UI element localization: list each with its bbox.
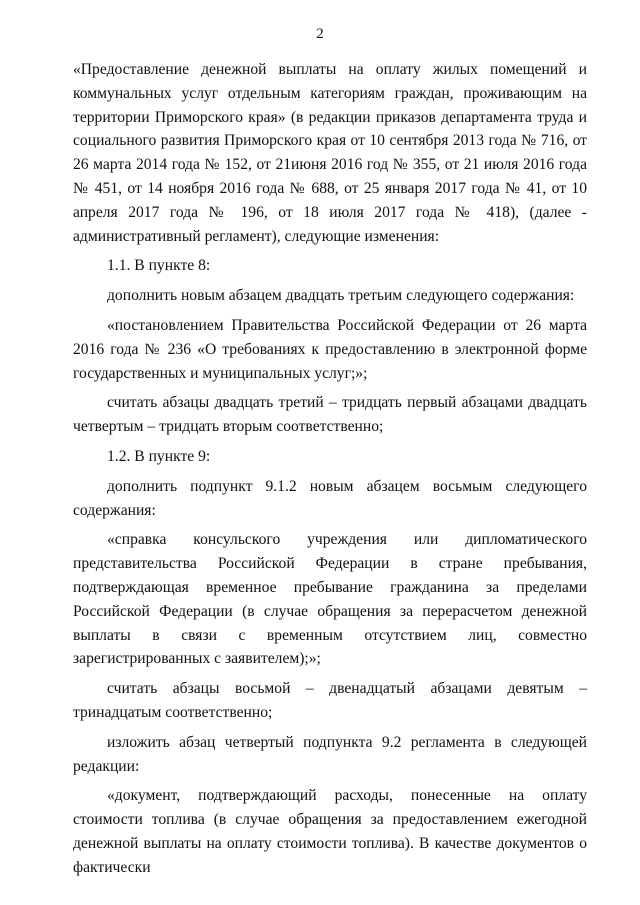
paragraph-item-1-2: 1.2. В пункте 9: [107,447,211,465]
document-body [73,58,587,880]
paragraph-add-subpoint: дополнить подпункт 9.1.2 новым абзацем восьмым следующего содержания: [73,477,587,519]
paragraph-item-1-1: 1.1. В пункте 8: [107,257,211,275]
paragraph-renumber-2: считать абзацы восьмой – двенадцатый абзацами девятым – тринадцатым соответственно; [73,680,587,721]
paragraph-add-abzac-23: дополнить новым абзацем двадцать третьим следующего содержания: [107,287,575,305]
paragraph-quote-spravka: «справка консульского учреждения или дипломатического представительства Российской Федерации в стране пребывания, подтверждающая временное пребывание гражданина за пределами Российской Федерации (в случае обращения за перерасчетом денежной выплаты в связи с временным отсутствием лиц, совместно зарегистрированных с заявителем);»; [73,531,587,668]
page-number: 2 [316,26,324,42]
paragraph-intro: «Предоставление денежной выплаты на оплату жилых помещений и коммунальных услуг отдельным категориям граждан, проживающим на территории Приморского края» (в редакции приказов департамента труда и социального развития Приморского края от 10 сентября 2013 года № 716, от 26 марта 2014 года № 152, от 21июня 2016 год № 355, от 21 июля 2016 года № 451, от 14 ноября 2016 года № 688, от 25 января 2017 года № 41, от 10 апреля 2017 года № 196, от 18 июля 2017 года № 418), (далее - административный регламент), следующие изменения: [73,61,587,245]
paragraph-restate: изложить абзац четвертый подпункта 9.2 регламента в следующей редакции: [73,733,587,775]
paragraph-quote-document: «документ, подтверждающий расходы, понесенные на оплату стоимости топлива (в случае обращения за предоставлением ежегодной денежной выплаты на оплату стоимости топлива). В качестве документов о фактически [73,787,587,876]
paragraph-quote-postanovlenie: «постановлением Правительства Российской Федерации от 26 марта 2016 года № 236 «О требованиях к предоставлению в электронной форме государственных и муниципальных услуг;»; [73,316,587,382]
paragraph-renumber-1: считать абзацы двадцать третий – тридцать первый абзацами двадцать четвертым – тридцать вторым соответственно; [73,394,587,436]
